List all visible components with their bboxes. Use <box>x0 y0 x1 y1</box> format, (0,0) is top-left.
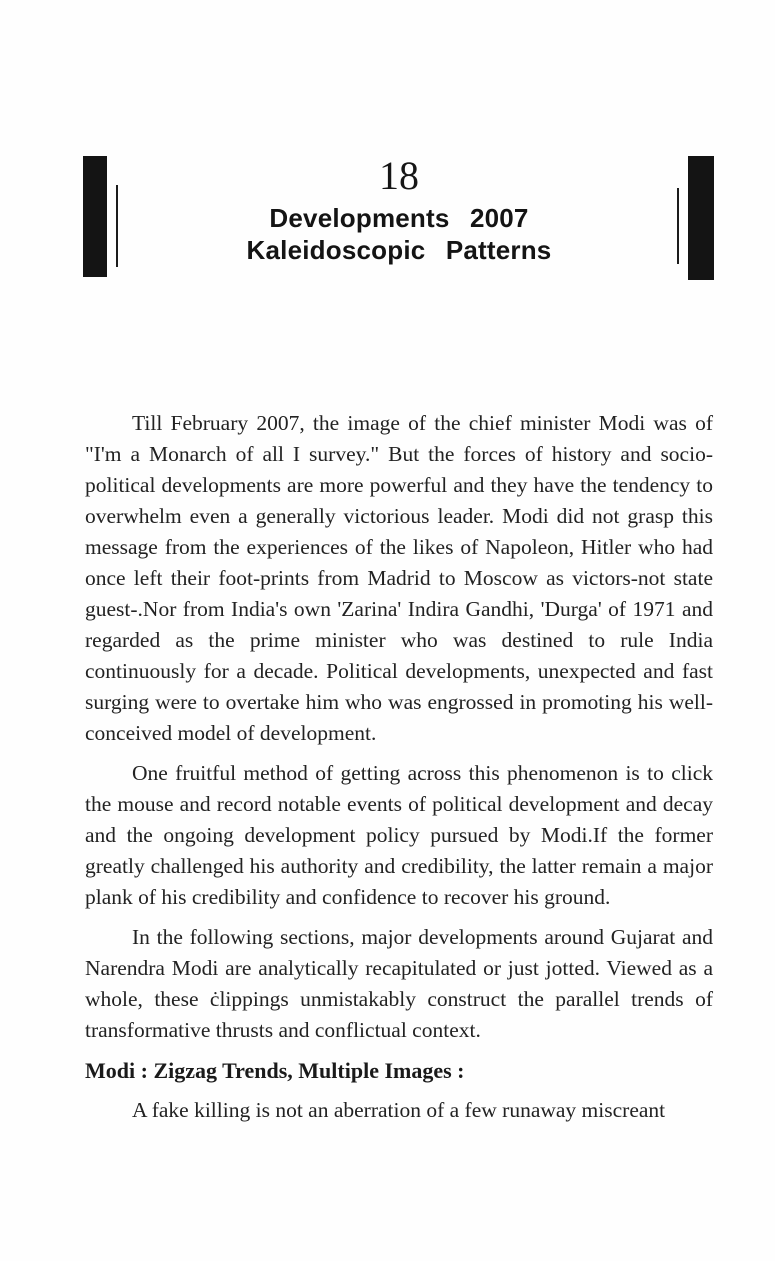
paragraph: One fruitful method of getting across this phenomenon is to click the mouse and record notable events of political development and decay and the ongoing development policy pursued by Modi.If the former greatly challenged his authority and credibility, the latter remain a major plank of his credibility and confidence to recover his ground. <box>85 761 713 909</box>
body-text <box>85 408 713 1126</box>
chapter-number: 18 <box>379 153 419 198</box>
paragraph: A fake killing is not an aberration of a few runaway miscreant <box>132 1098 666 1122</box>
paragraph: Till February 2007, the image of the chief minister Modi was of "I'm a Monarch of all I survey." But the forces of history and socio-political developments are more powerful and they have the tendency to overwhelm even a generally victorious leader. Modi did not grasp this message from the experiences of the likes of Napoleon, Hitler who had once left their foot-prints from Madrid to Moscow as victors-not state guest-.Nor from India's own 'Zarina' Indira Gandhi, 'Durga' of 1971 and regarded as the prime minister who was destined to rule India continuously for a decade. Political developments, unexpected and fast surging were to overtake him who was engrossed in promoting his well-conceived model of development. <box>85 411 713 745</box>
chapter-title <box>85 202 713 266</box>
section-heading: Modi : Zigzag Trends, Multiple Images : <box>85 1058 465 1083</box>
chapter-title-line-2: Kaleidoscopic Patterns <box>246 235 552 265</box>
chapter-title-line-1: Developments 2007 <box>269 203 529 233</box>
paragraph: In the following sections, major developments around Gujarat and Narendra Modi are analytically recapitulated or just jotted. Viewed as a whole, these ċlippings unmistakably construct the parallel trends of transformative thrusts and conflictual context. <box>85 925 713 1042</box>
